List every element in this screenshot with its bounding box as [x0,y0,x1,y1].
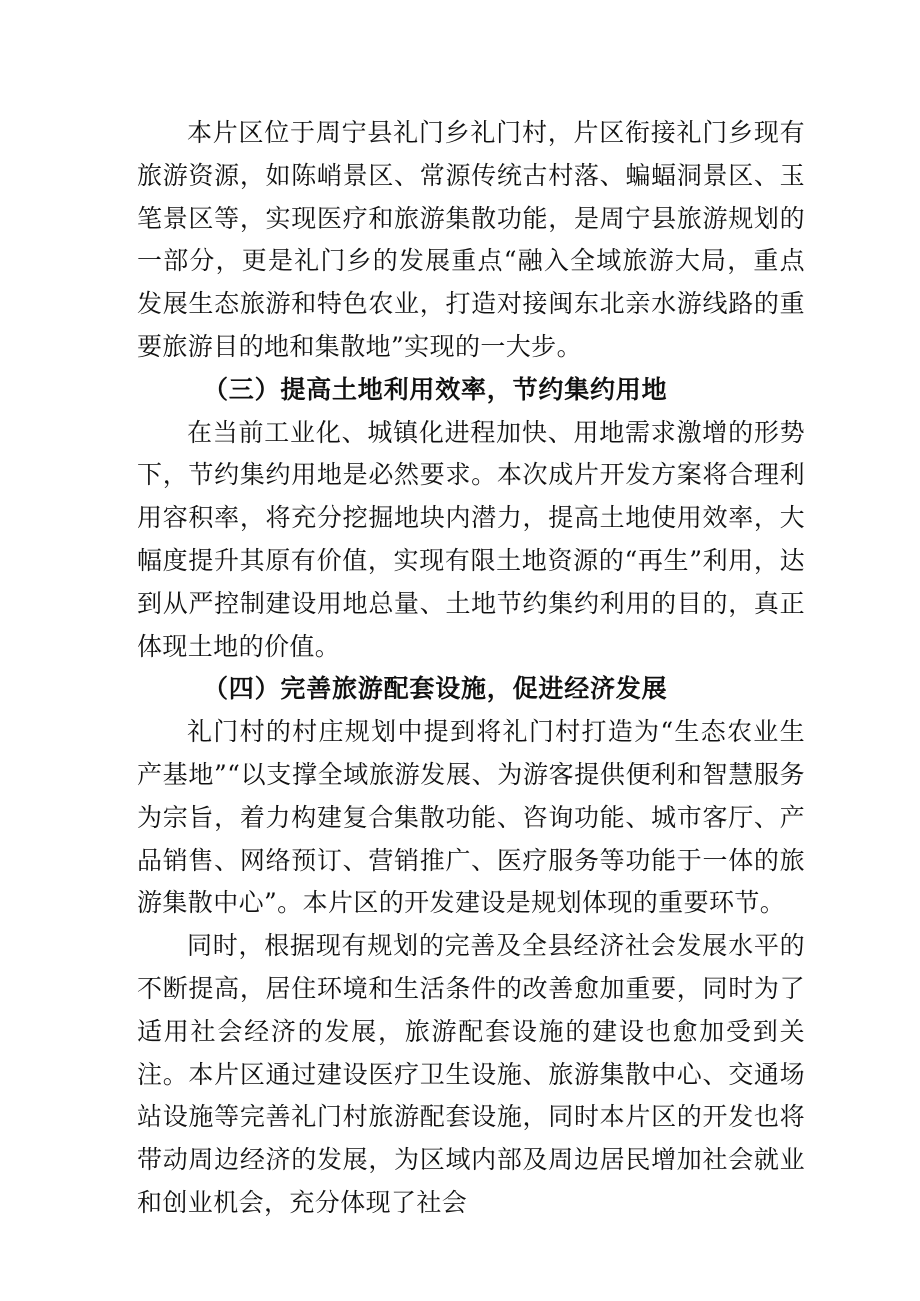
paragraph-economic-development: 同时，根据现有规划的完善及全县经济社会发展水平的不断提高，居住环境和生活条件的改善愈加重要，同时为了适用社会经济的发展，旅游配套设施的建设也愈加受到关注。本片区通过建设医疗卫生设施、旅游集散中心、交通场站设施等完善礼门村旅游配套设施，同时本片区的开发也将带动周边经济的发展，为区域内部及周边居民增加社会就业和创业机会，充分体现了社会 [137,931,805,1217]
paragraph-land-efficiency: 在当前工业化、城镇化进程加快、用地需求激增的形势下，节约集约用地是必然要求。本次成片开发方案将合理利用容积率，将充分挖掘地块内潜力，提高土地使用效率，大幅度提升其原有价值，实现有限土地资源的“再生”利用，达到从严控制建设用地总量、土地节约集约利用的目的，真正体现土地的价值。 [137,417,805,661]
section-heading-tourism-facilities: （四）完善旅游配套设施，促进经济发展 [203,674,668,704]
document-body [137,112,805,1225]
paragraph-location-overview: 本片区位于周宁县礼门乡礼门村，片区衔接礼门乡现有旅游资源，如陈峭景区、常源传统古村落、蝙蝠洞景区、玉笔景区等，实现医疗和旅游集散功能，是周宁县旅游规划的一部分，更是礼门乡的发展重点“融入全域旅游大局，重点发展生态旅游和特色农业，打造对接闽东北亲水游线路的重要旅游目的地和集散地”实现的一大步。 [137,118,805,361]
paragraph-village-plan: 礼门村的村庄规划中提到将礼门村打造为“生态农业生产基地”“以支撑全域旅游发展、为游客提供便利和智慧服务为宗旨，着力构建复合集散功能、咨询功能、城市客厅、产品销售、网络预订、营销推广、医疗服务等功能于一体的旅游集散中心”。本片区的开发建设是规划体现的重要环节。 [137,717,805,918]
section-heading-land-efficiency: （三）提高土地利用效率，节约集约用地 [203,374,668,404]
